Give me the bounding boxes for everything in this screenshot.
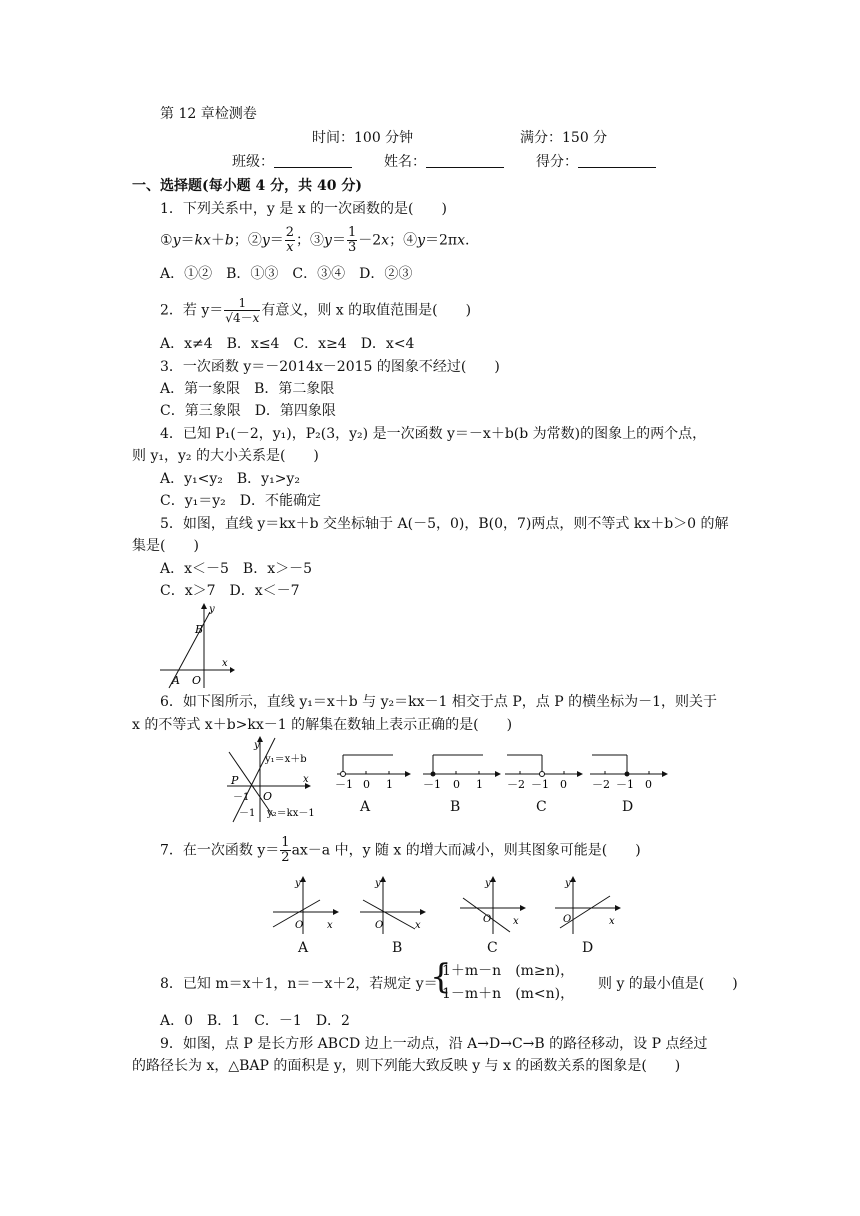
q7-stem <box>160 836 641 865</box>
svg-text:－2: －2 <box>592 778 610 791</box>
class-blank[interactable] <box>274 153 352 168</box>
q6-line2-label: y₂＝kx－1 <box>267 808 315 819</box>
q9-stem-1: 9．如图，点 P 是长方形 ABCD 边上一动点，沿 A→D→C→B 的路径移动，设 P 点经过 <box>160 1036 708 1052</box>
svg-text:P: P <box>231 774 239 787</box>
svg-text:－1: －1 <box>233 792 250 803</box>
svg-text:－1: －1 <box>531 778 549 791</box>
q6-label-b: B <box>450 799 461 815</box>
svg-text:y: y <box>485 878 491 889</box>
svg-text:x: x <box>222 658 228 669</box>
svg-text:y: y <box>565 878 571 889</box>
q4-stem-1: 4．已知 P₁(－2，y₁)，P₂(3，y₂) 是一次函数 y＝－x＋b(b 为常数)的图象上的两个点， <box>160 426 707 442</box>
q2-stem <box>160 296 471 325</box>
q7-graph-d[interactable] <box>555 876 621 934</box>
q7-stem-pre: 7．在一次函数 y＝ <box>160 842 280 859</box>
svg-text:－1: －1 <box>616 778 634 791</box>
q8-choices: A．0 B．1 C．－1 D．2 <box>160 1013 350 1029</box>
q4-choices-b: C．y₁＝y₂ D．不能确定 <box>160 493 321 509</box>
name-label: 姓名： <box>384 154 426 170</box>
q6-option-d[interactable] <box>590 755 668 791</box>
q1-choices: A．①② B．①③ C．③④ D．②③ <box>160 266 413 282</box>
svg-text:O: O <box>375 920 384 931</box>
q6-stem-2: x 的不等式 x＋b>kx－1 的解集在数轴上表示正确的是( ) <box>132 717 513 733</box>
svg-text:－1: －1 <box>335 778 353 791</box>
svg-text:0: 0 <box>645 778 652 791</box>
class-field <box>232 152 352 172</box>
section-title: 一、选择题(每小题 4 分，共 40 分) <box>132 178 362 194</box>
q8-case-2: 1－m＋n (m<n)， <box>442 986 575 1002</box>
q9-stem-2: 的路径长为 x，△BAP 的面积是 y，则下列能大致反映 y 与 x 的函数关系的图象是( ) <box>132 1058 681 1074</box>
svg-text:A: A <box>172 674 180 687</box>
q7-label-a: A <box>298 940 309 956</box>
fraction-1-over-3: $\frac{1}{3}$ <box>347 225 357 255</box>
q3-stem: 3．一次函数 y＝－2014x－2015 的图象不经过( ) <box>160 359 500 375</box>
q4-stem-2: 则 y₁，y₂ 的大小关系是( ) <box>132 448 319 464</box>
q5-stem-1: 5．如图，直线 y＝kx＋b 交坐标轴于 A(－5，0)，B(0，7)两点，则不等式 kx＋b＞0 的解 <box>160 516 729 532</box>
q7-label-b: B <box>392 940 403 956</box>
svg-text:－2: －2 <box>507 778 525 791</box>
svg-text:y: y <box>209 604 215 615</box>
q6-option-b[interactable] <box>423 755 501 791</box>
q6-stem-1: 6．如下图所示，直线 y₁＝x＋b 与 y₂＝kx－1 相交于点 P，点 P 的横坐标为－1，则关于 <box>160 694 717 710</box>
q7-graph-c[interactable] <box>460 876 526 934</box>
q1-stem: 1．下列关系中，y 是 x 的一次函数的是( ) <box>160 201 447 217</box>
name-field <box>384 152 504 172</box>
svg-text:O: O <box>563 914 572 925</box>
q7-graph-a[interactable] <box>273 876 339 934</box>
grade-label: 得分： <box>536 154 578 170</box>
q3-choices-a: A．第一象限 B．第二象限 <box>160 381 335 397</box>
fraction-1-over-2: $\frac{1}{2}$ <box>281 835 290 865</box>
svg-text:0: 0 <box>363 778 370 791</box>
svg-text:0: 0 <box>453 778 460 791</box>
name-blank[interactable] <box>426 153 504 168</box>
q8-case-1: 1＋m－n (m≥n)， <box>442 963 575 979</box>
q8-stem-post: 则 y 的最小值是( ) <box>598 976 738 992</box>
svg-text:1: 1 <box>476 778 483 791</box>
q6-option-c[interactable] <box>505 755 583 791</box>
q6-graph <box>225 736 325 824</box>
svg-text:x: x <box>327 920 333 931</box>
q6-number-lines <box>335 750 675 796</box>
page-title: 第 12 章检测卷 <box>160 106 257 122</box>
q5-choices-b: C．x＞7 D．x＜－7 <box>160 583 300 599</box>
q6-option-a[interactable] <box>335 755 411 791</box>
q7-graph-b[interactable] <box>360 876 426 934</box>
grade-field <box>536 152 656 172</box>
svg-text:O: O <box>263 790 273 803</box>
q5-stem-2: 集是( ) <box>132 538 199 554</box>
class-label: 班级： <box>232 154 274 170</box>
svg-text:O: O <box>192 674 202 687</box>
q7-graphs <box>265 872 635 940</box>
svg-text:O: O <box>295 920 304 931</box>
q7-label-d: D <box>582 940 594 956</box>
exam-time: 时间：100 分钟 <box>312 130 414 146</box>
svg-text:1: 1 <box>386 778 393 791</box>
q8-brace: { <box>430 957 452 997</box>
q7-stem-post: ax－a 中，y 随 x 的增大而减小，则其图象可能是( ) <box>291 842 641 859</box>
svg-text:O: O <box>483 914 492 925</box>
svg-text:－1: －1 <box>239 808 256 819</box>
fraction-2-over-x: $\frac{2}{x}$ <box>285 225 295 255</box>
exam-score: 满分：150 分 <box>520 130 608 146</box>
grade-blank[interactable] <box>578 153 656 168</box>
svg-text:y: y <box>295 878 301 889</box>
svg-text:x: x <box>513 916 519 927</box>
svg-text:0: 0 <box>560 778 567 791</box>
q2-stem-pre: 2．若 y＝ <box>160 302 224 319</box>
q6-line1-label: y₁＝x＋b <box>265 754 307 765</box>
q3-choices-b: C．第三象限 D．第四象限 <box>160 403 336 419</box>
svg-text:y: y <box>254 740 260 751</box>
q1-options-line: ①y＝kx＋b；②y＝ $\frac{2}{x}$ ；③y＝ $\frac{1}{3}$ －2x；④y＝2πx. <box>160 225 470 255</box>
q2-choices: A．x≠4 B．x≤4 C．x≥4 D．x<4 <box>160 336 415 352</box>
svg-text:B: B <box>195 623 204 636</box>
svg-text:x: x <box>609 916 615 927</box>
svg-text:－1: －1 <box>423 778 441 791</box>
q4-choices-a: A．y₁<y₂ B．y₁>y₂ <box>160 471 300 487</box>
svg-text:y: y <box>375 878 381 889</box>
fraction-1-over-sqrt: $\frac{1}{√4-x}$ <box>225 296 260 325</box>
svg-text:x: x <box>415 920 421 931</box>
q7-label-c: C <box>487 940 498 956</box>
q6-label-c: C <box>536 799 547 815</box>
svg-text:x: x <box>303 774 309 785</box>
q6-label-a: A <box>360 799 371 815</box>
q6-label-d: D <box>622 799 634 815</box>
q5-choices-a: A．x＜－5 B．x＞－5 <box>160 561 313 577</box>
q2-stem-post: 有意义，则 x 的取值范围是( ) <box>261 302 472 319</box>
q8-stem-pre: 8．已知 m＝x＋1，n＝－x＋2，若规定 y＝ <box>160 976 438 992</box>
q5-graph <box>155 600 235 690</box>
